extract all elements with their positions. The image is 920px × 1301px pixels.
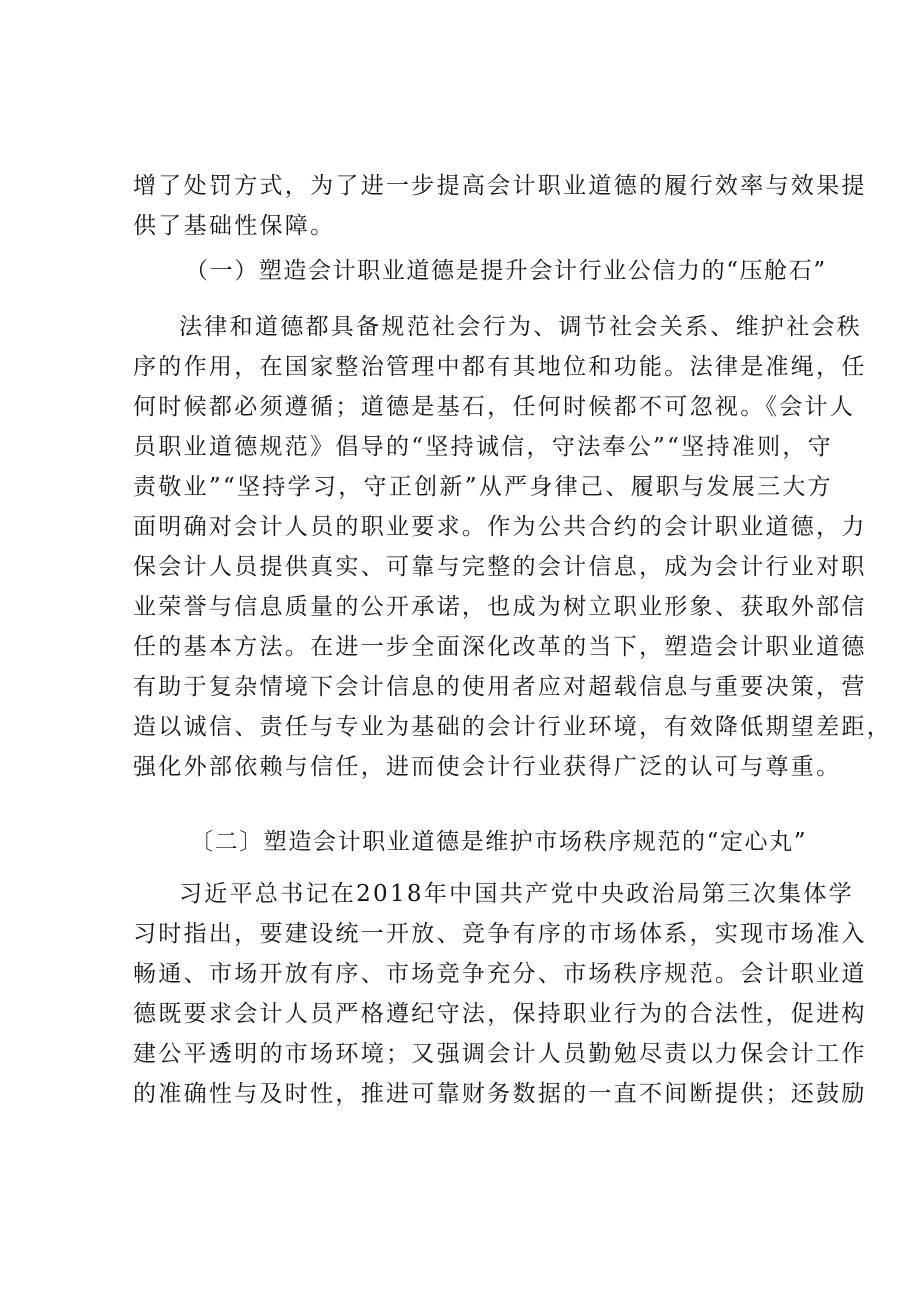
paragraph-line: 强化外部依赖与信任，进而使会计行业获得广泛的认可与尊重。 [133,754,842,780]
paragraph-line: 德既要求会计人员严格遵纪守法，保持职业行为的合法性，促进构 [133,1001,867,1027]
paragraph-line: 任的基本方法。在进一步全面深化改革的当下，塑造会计职业道德 [133,634,867,660]
paragraph-line: 法律和道德都具备规范社会行为、调节社会关系、维护社会秩 [179,314,863,340]
paragraph-top [133,166,867,246]
paragraph-line: 畅通、市场开放有序、市场竞争充分、市场秩序规范。会计职业道 [133,961,867,987]
paragraph-line: 保会计人员提供真实、可靠与完整的会计信息，成为会计行业对职 [133,554,867,580]
paragraph-2 [133,874,867,1114]
section-heading-2: 〔二〕塑造会计职业道德是维护市场秩序规范的“定心丸” [190,829,808,855]
paragraph-line: 员职业道德规范》倡导的“坚持诚信，守法奉公”“坚持准则，守 [133,434,833,460]
paragraph-line: 的准确性与及时性，推进可靠财务数据的一直不间断提供；还鼓励 [133,1081,867,1107]
paragraph-line: 增了处罚方式，为了进一步提高会计职业道德的履行效率与效果提 [133,173,867,199]
paragraph-line: 面明确对会计人员的职业要求。作为公共合约的会计职业道德，力 [133,514,867,540]
paragraph-line: 何时候都必须遵循；道德是基石，任何时候都不可忽视。《会计人 [133,394,856,420]
paragraph-line: 供了基础性保障。 [133,213,336,239]
section-heading-1: （一）塑造会计职业道德是提升会计行业公信力的“压舱石” [185,258,827,284]
paragraph-line: 业荣誉与信息质量的公开承诺，也成为树立职业形象、获取外部信 [133,594,867,620]
paragraph-line: 习近平总书记在2018年中国共产党中央政治局第三次集体学 [179,881,854,907]
paragraph-line: 建公平透明的市场环境；又强调会计人员勤勉尽责以力保会计工作 [133,1041,867,1067]
paragraph-line: 责敬业”“坚持学习，守正创新”从严身律己、履职与发展三大方 [133,474,833,500]
paragraph-line: 有助于复杂情境下会计信息的使用者应对超载信息与重要决策，营 [133,674,867,700]
paragraph-line: 习时指出，要建设统一开放、竞争有序的市场体系，实现市场准入 [133,921,867,947]
paragraph-1 [133,307,892,787]
paragraph-line: 序的作用，在国家整治管理中都有其地位和功能。法律是准绳，任 [133,354,867,380]
paragraph-line: 造以诚信、责任与专业为基础的会计行业环境，有效降低期望差距， [133,714,892,740]
